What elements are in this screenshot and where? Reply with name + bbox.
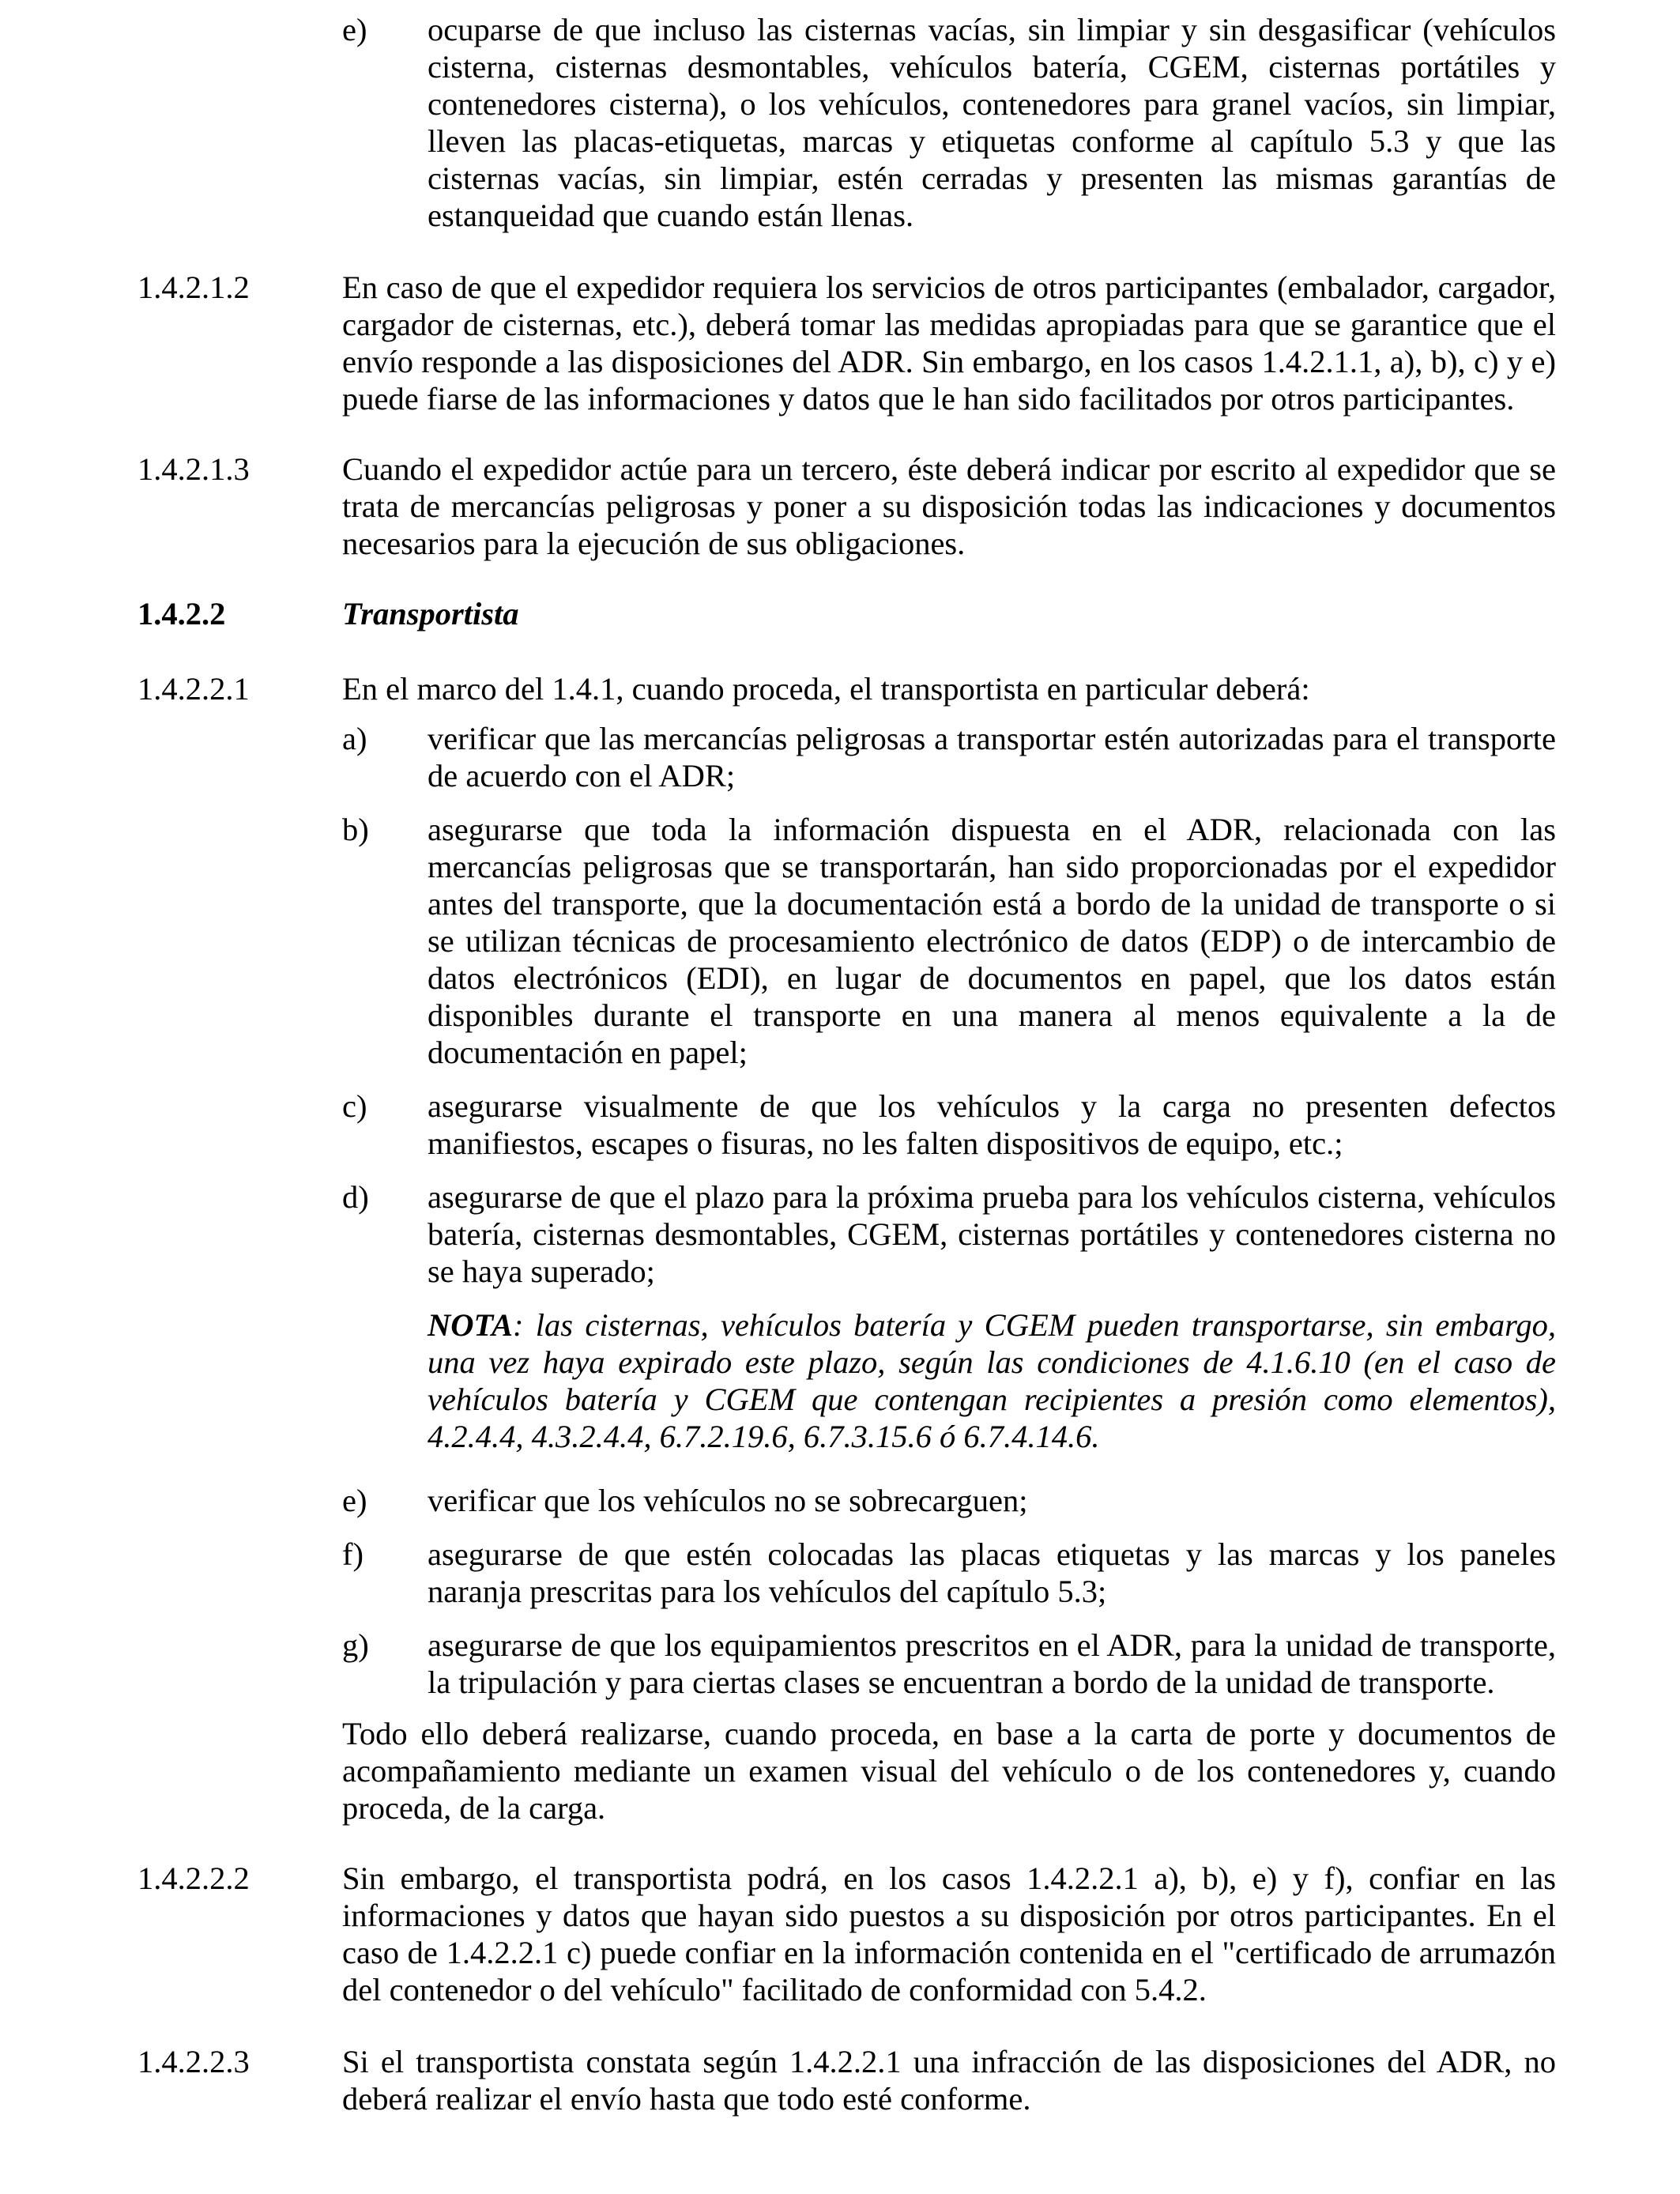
paragraph-text: En caso de que el expedidor requiera los servicios de otros participantes (embalador, cargador, cargador de cisternas, etc.), deberá tomar las medidas apropiadas para que se garantice que el envío responde a las disposiciones del ADR. Sin embargo, en los casos 1.4.2.1.1, a), b), c) y e) puede fiarse de las informaciones y datos que le han sido facilitados por otros participantes.	[342, 270, 1556, 417]
paragraph-text: Sin embargo, el transportista podrá, en los casos 1.4.2.2.1 a), b), e) y f), confiar en las informaciones y datos que hayan sido puestos a su disposición por otros participantes. En el caso de 1.4.2.2.1 c) puede confiar en la información contenida en el "certificado de arrumazón del contenedor o del vehículo" facilitado de conformidad con 5.4.2.	[342, 1860, 1556, 2007]
paragraph-text: Cuando el expedidor actúe para un tercero, éste deberá indicar por escrito al expedidor que se trata de mercancías peligrosas y poner a su disposición todas las indicaciones y documentos necesarios para la ejecución de sus obligaciones.	[342, 451, 1556, 561]
list-item-text: asegurarse de que el plazo para la próxima prueba para los vehículos cisterna, vehículos batería, cisternas desmontables, CGEM, cisternas portátiles y contenedores cisterna no se haya superado;	[428, 1179, 1556, 1289]
list-item-letter: d)	[342, 1179, 369, 1215]
list-item-text: asegurarse visualmente de que los vehículos y la carga no presenten defectos manifiestos, escapes o fisuras, no les falten dispositivos de equipo, etc.;	[428, 1088, 1556, 1161]
heading-title: Transportista	[342, 596, 519, 631]
note-label: NOTA	[428, 1307, 514, 1343]
list-item-letter: e)	[342, 12, 367, 47]
section-number: 1.4.2.2.1	[137, 671, 250, 707]
list-item-text: verificar que los vehículos no se sobrecarguen;	[428, 1483, 1028, 1518]
list-item-letter: a)	[342, 721, 367, 756]
note-text: : las cisternas, vehículos batería y CGEM pueden transportarse, sin embargo, una vez haya expirado este plazo, según las condiciones de 4.1.6.10 (en el caso de vehículos batería y CGEM que contengan recipientes a presión como elementos), 4.2.4.4, 4.3.2.4.4, 6.7.2.19.6, 6.7.3.15.6 ó 6.7.4.14.6.	[428, 1307, 1556, 1454]
list-item-letter: f)	[342, 1536, 363, 1572]
note-paragraph	[428, 1306, 1556, 1455]
list-item-letter: b)	[342, 812, 369, 847]
paragraph-intro: En el marco del 1.4.1, cuando proceda, el transportista en particular deberá:	[342, 671, 1310, 707]
list-item-text: asegurarse de que estén colocadas las placas etiquetas y las marcas y los paneles naranja prescritas para los vehículos del capítulo 5.3;	[428, 1536, 1556, 1609]
list-item-letter: c)	[342, 1088, 367, 1124]
list-item-text: asegurarse de que los equipamientos prescritos en el ADR, para la unidad de transporte, la tripulación y para ciertas clases se encuentran a bordo de la unidad de transporte.	[428, 1627, 1556, 1700]
list-item-text: asegurarse que toda la información dispuesta en el ADR, relacionada con las mercancías peligrosas que se transportarán, han sido proporcionadas por el expedidor antes del transporte, que la documentación está a bordo de la unidad de transporte o si se utilizan técnicas de procesamiento electrónico de datos (EDP) o de intercambio de datos electrónicos (EDI), en lugar de documentos en papel, que los datos están disponibles durante el transporte en una manera al menos equivalente a la de documentación en papel;	[428, 812, 1556, 1070]
section-number: 1.4.2.1.3	[137, 451, 250, 487]
list-item-letter: g)	[342, 1627, 369, 1663]
list-item-letter: e)	[342, 1483, 367, 1518]
paragraph-closing: Todo ello deberá realizarse, cuando proceda, en base a la carta de porte y documentos de acompañamiento mediante un examen visual del vehículo o de los contenedores y, cuando proceda, de la carga.	[342, 1716, 1556, 1826]
section-number: 1.4.2.2.2	[137, 1860, 250, 1896]
section-number: 1.4.2.2.3	[137, 2044, 250, 2079]
section-number: 1.4.2.1.2	[137, 270, 250, 305]
heading-number: 1.4.2.2	[137, 596, 226, 631]
list-item-text: ocuparse de que incluso las cisternas vacías, sin limpiar y sin desgasificar (vehículos cisterna, cisternas desmontables, vehículos batería, CGEM, cisternas portátiles y contenedores cisterna), o los vehículos, contenedores para granel vacíos, sin limpiar, lleven las placas-etiquetas, marcas y etiquetas conforme al capítulo 5.3 y que las cisternas vacías, sin limpiar, estén cerradas y presenten las mismas garantías de estanqueidad que cuando están llenas.	[428, 12, 1556, 233]
paragraph-text: Si el transportista constata según 1.4.2.2.1 una infracción de las disposiciones del ADR, no deberá realizar el envío hasta que todo esté conforme.	[342, 2044, 1556, 2117]
list-item-text: verificar que las mercancías peligrosas a transportar estén autorizadas para el transporte de acuerdo con el ADR;	[428, 721, 1556, 794]
